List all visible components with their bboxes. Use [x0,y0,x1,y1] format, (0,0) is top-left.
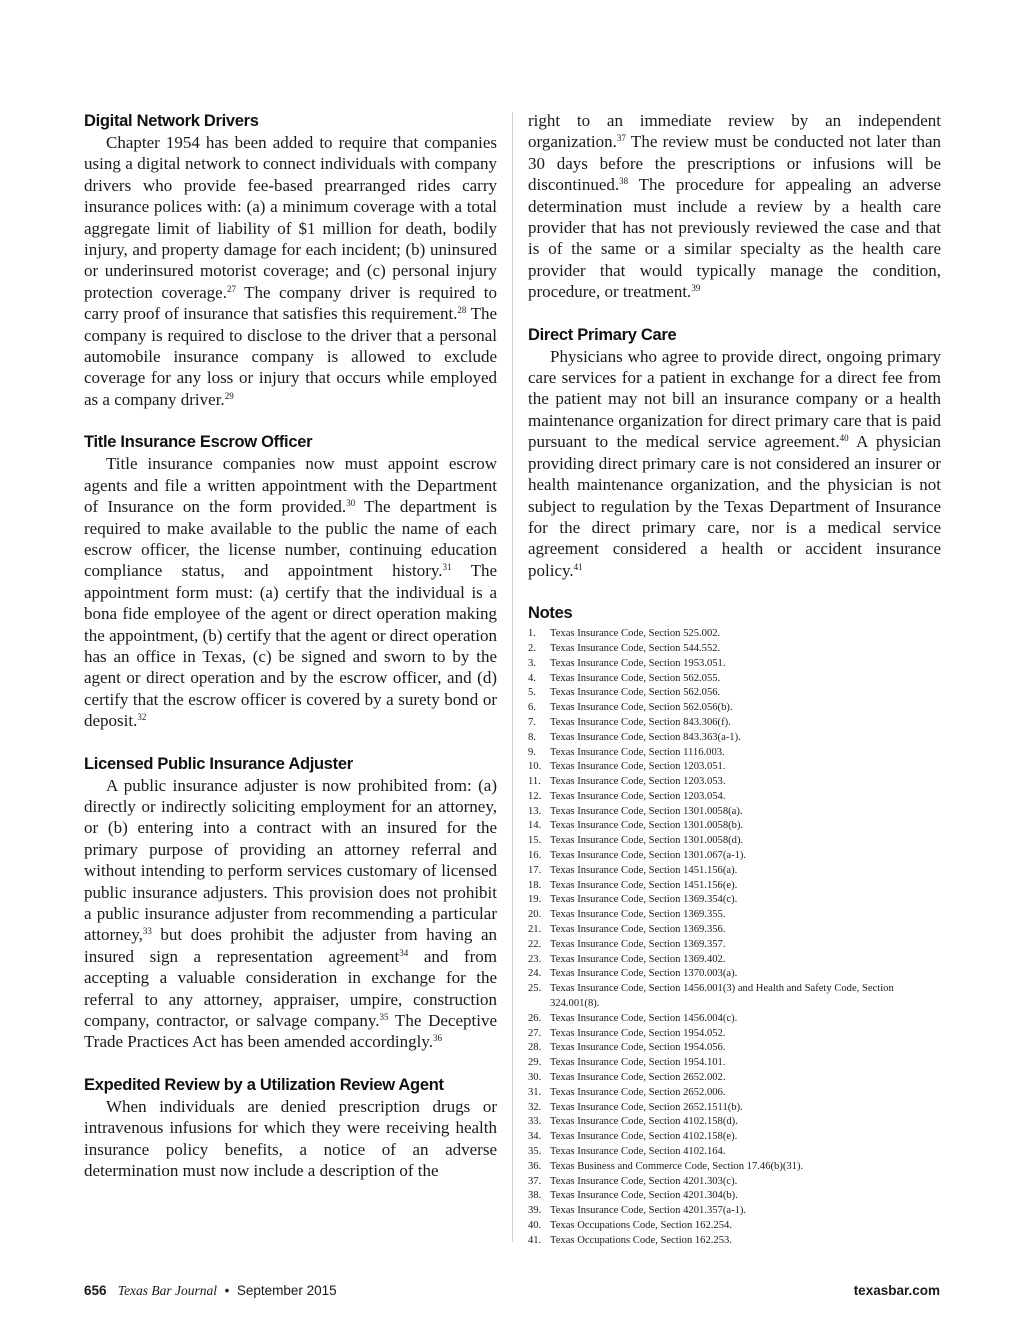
note-text: Texas Insurance Code, Section 4201.304(b). [550,1190,738,1202]
note-text: Texas Insurance Code, Section 562.055. [550,672,721,684]
page-footer [84,1283,940,1301]
section-heading: Digital Network Drivers [84,112,259,130]
footnote-ref[interactable]: 37 [616,133,626,144]
footnote-ref[interactable]: 32 [137,712,147,723]
note-number: 35. [528,1146,542,1158]
note-item [528,686,941,701]
footnote-ref[interactable]: 34 [399,947,409,958]
note-text: Texas Occupations Code, Section 162.254. [550,1220,732,1231]
body-text: but does prohibit the adjuster from having an insured sign a representation agreement [84,925,497,966]
notes-section [528,602,941,1248]
note-item [528,1086,941,1101]
note-text: Texas Insurance Code, Section 2652.002. [550,1072,726,1084]
footnote-ref[interactable]: 28 [457,305,467,316]
note-number: 8. [528,731,536,743]
note-text: Texas Insurance Code, Section 843.306(f). [550,716,731,728]
note-item [528,908,941,923]
body-text: The appointment form must: (a) certify that the individual is a bona fide employee of the agent or direct operation making the appointment, (b) certify that the agent or direct operation has an office in Texas, (c) be signed and sworn to by the agent or direct operation and by the escrow officer, and (d) certify that the escrow officer is covered by a surety bond or deposit. [84,561,497,731]
note-item [528,893,941,908]
section-body [84,453,497,731]
note-number: 2. [528,642,536,654]
body-text: The review must be conducted not later than 30 days before the prescriptions or infusions will be discontinued. [528,132,941,195]
note-text: Texas Insurance Code, Section 4102.158(d). [550,1116,738,1128]
left-column [84,110,497,1181]
body-text: The procedure for appealing an adverse determination must include a review by a health care provider that has not previously reviewed the case and that is of the same or a similar specialty as the health care provider that would typically manage the condition, procedure, or treatment. [528,175,941,302]
section-expedited-review [84,1074,497,1182]
note-number: 23. [528,953,542,965]
note-item [528,1101,941,1116]
right-column [528,110,941,1249]
note-text: Texas Insurance Code, Section 1301.0058(b). [550,820,744,832]
section-body [528,110,941,303]
body-text: A public insurance adjuster is now prohibited from: (a) directly or indirectly soliciting employment for an attorney, or (b) entering into a contract with an insured for the primary purpose of providing an attorney referral and without intending to perform services customary of licensed public insurance adjusters. This provision does not prohibit a public insurance adjuster from recommending a particular attorney, [84,775,497,945]
note-item [528,1012,941,1027]
section-heading: Licensed Public Insurance Adjuster [84,754,353,773]
note-text: Texas Insurance Code, Section 1301.0058(d). [550,835,744,847]
note-number: 1. [528,628,536,640]
note-number: 30. [528,1072,542,1084]
note-number: 11. [528,776,541,788]
note-item [528,879,941,894]
note-item [528,1130,941,1145]
note-item [528,982,941,1012]
note-item [528,1041,941,1056]
note-item [528,657,941,672]
body-text: Chapter 1954 has been added to require that companies using a digital network to connect individuals with company drivers who provide fee-based prearranged rides carry insurance polices with: (a) a minimum coverage with a total aggregate limit of liability of $1 million for death, bodily injury, and property damage for each incident; (b) uninsured or underinsured motorist coverage; and (c) personal injury protection coverage. [84,133,497,302]
note-number: 9. [528,746,536,758]
note-text: Texas Insurance Code, Section 1203.053. [550,776,726,788]
note-item [528,1027,941,1042]
note-item [528,731,941,746]
footnote-ref[interactable]: 38 [619,176,629,187]
note-item [528,746,941,761]
issue-date: September 2015 [236,1283,337,1298]
note-item [528,967,941,982]
note-text: Texas Occupations Code, Section 162.253. [550,1234,732,1246]
footnote-ref[interactable]: 40 [839,433,849,444]
body-text: Title insurance companies now must appoint escrow agents and file a written appointment with the Department of Insurance on the form provided. [84,454,497,517]
footnote-ref[interactable]: 29 [224,390,234,401]
body-text: and from accepting a valuable consideration in exchange for the referral to any attorney, appraiser, umpire, construction company, contractor, or salvage company. [84,946,498,1031]
body-text: A physician providing direct primary care is not considered an insurer or health maintenance organization, and the physician is not subject to regulation by the Texas Department of Insurance for the direct primary care, nor is a medical service agreement considered a health or accident insurance policy. [528,432,941,580]
note-number: 41. [528,1234,542,1246]
body-text: Physicians who agree to provide direct, ongoing primary care services for a patient in exchange for a direct fee from the patient may not bill an insurance company or a health maintenance organization for direct primary care that is paid pursuant to the medical service agreement. [528,346,941,452]
body-text: The Deceptive Trade Practices Act has been amended accordingly. [84,1011,498,1052]
body-text: The company is required to disclose to the driver that a personal automobile insurance company is allowed to exclude coverage for any loss or injury that occurs while employed as a company driver. [84,304,497,409]
page-number: 656 [84,1283,107,1298]
note-text: Texas Insurance Code, Section 1203.051. [550,761,726,773]
note-number: 13. [528,805,542,817]
note-number: 10. [528,761,542,773]
note-text: Texas Insurance Code, Section 1369.356. [550,924,726,936]
note-item [528,805,941,820]
notes-list [528,627,941,1248]
note-number: 40. [528,1220,542,1231]
note-number: 33. [528,1116,542,1128]
note-item [528,1219,941,1234]
note-number: 29. [528,1057,542,1069]
note-item [528,701,941,716]
note-item [528,834,941,849]
note-text: Texas Insurance Code, Section 1954.101. [550,1057,726,1069]
footnote-ref[interactable]: 36 [433,1033,443,1044]
note-number: 17. [528,864,542,876]
note-text: Texas Insurance Code, Section 1451.156(e). [550,879,738,891]
note-number: 16. [528,850,542,862]
note-number: 26. [528,1012,542,1024]
note-item [528,1115,941,1130]
note-item [528,1145,941,1160]
website-link[interactable]: texasbar.com [853,1283,940,1298]
note-item [528,790,941,805]
note-text: Texas Insurance Code, Section 4201.357(a-1). [550,1205,747,1217]
note-number: 24. [528,968,542,980]
footnote-ref[interactable]: 35 [379,1012,389,1023]
note-item [528,849,941,864]
note-number: 5. [528,687,536,699]
note-text: Texas Insurance Code, Section 843.363(a-1). [550,731,741,743]
note-text: Texas Insurance Code, Section 4102.158(e). [550,1131,738,1143]
note-number: 34. [528,1131,542,1143]
note-number: 6. [528,702,536,714]
note-number: 19. [528,894,542,906]
note-text: Texas Business and Commerce Code, Section 17.46(b)(31). [550,1160,804,1172]
note-text: Texas Insurance Code, Section 1301.067(a-1). [550,850,747,862]
note-text: Texas Insurance Code, Section 562.056. [550,687,721,699]
note-number: 39. [528,1205,542,1217]
note-number: 7. [528,716,536,728]
note-text: Texas Insurance Code, Section 1301.0058(a). [550,805,743,817]
note-text: Texas Insurance Code, Section 1369.357. [550,938,726,950]
section-direct-primary-care [528,324,941,581]
note-number: 15. [528,835,542,847]
section-body [84,775,497,1053]
note-number: 36. [528,1160,542,1172]
note-number: 27. [528,1027,542,1039]
note-text: Texas Insurance Code, Section 2652.006. [550,1086,726,1098]
note-text: Texas Insurance Code, Section 1369.355. [550,909,726,921]
section-body [84,132,497,410]
note-item [528,1056,941,1071]
note-item [528,1234,941,1249]
note-item [528,760,941,775]
note-text: Texas Insurance Code, Section 1954.056. [550,1042,726,1054]
note-number: 20. [528,909,542,921]
note-number: 37. [528,1175,542,1187]
footer-bullet: • [224,1283,230,1298]
footnote-ref[interactable]: 27 [226,283,236,294]
note-item [528,642,941,657]
section-heading: Expedited Review by a Utilization Review Agent [84,1075,444,1094]
note-number: 32. [528,1101,542,1113]
body-text: The company driver is required to carry proof of insurance that satisfies this requirement. [84,282,497,324]
footnote-ref[interactable]: 31 [442,562,452,573]
note-text: Texas Insurance Code, Section 4201.303(c). [550,1175,738,1187]
section-body [84,1096,497,1182]
note-number: 38. [528,1190,542,1202]
notes-heading: Notes [528,604,573,623]
note-text: Texas Insurance Code, Section 1456.004(c). [550,1012,738,1024]
footnote-ref[interactable]: 39 [691,283,701,294]
note-text: Texas Insurance Code, Section 1369.354(c). [550,894,738,906]
column-divider [512,112,513,1242]
note-item [528,1175,941,1190]
section-body [528,346,941,581]
section-licensed-public-insurance-adjuster [84,753,497,1053]
footnote-ref[interactable]: 30 [346,498,356,509]
note-text: Texas Insurance Code, Section 1954.052. [550,1027,726,1039]
note-number: 3. [528,657,536,669]
note-item [528,1160,941,1175]
note-text: Texas Insurance Code, Section 1116.003. [550,746,725,758]
note-text: Texas Insurance Code, Section 1451.156(a). [550,864,738,876]
note-text: Texas Insurance Code, Section 544.552. [550,642,721,654]
journal-name: Texas Bar Journal [117,1283,218,1298]
note-text: Texas Insurance Code, Section 1203.054. [550,790,726,802]
note-item [528,627,941,642]
section-heading: Title Insurance Escrow Officer [84,433,313,452]
note-number: 25. [528,983,542,995]
note-text: Texas Insurance Code, Section 1369.402. [550,953,726,965]
footnote-ref[interactable]: 41 [573,561,583,572]
note-item [528,864,941,879]
note-text: Texas Insurance Code, Section 2652.1511(b). [550,1101,743,1113]
body-text: The department is required to make available to the public the name of each escrow officer, the license number, continuing education compliance status, and appointment history. [84,497,497,581]
note-item [528,1189,941,1204]
body-text: When individuals are denied prescription drugs or intravenous infusions for which they were receiving health insurance policy benefits, a notice of an adverse determination must now include a description of the [84,1096,497,1181]
note-item [528,923,941,938]
note-number: 28. [528,1042,542,1054]
footnote-ref[interactable]: 33 [142,926,152,937]
section-title-insurance-escrow-officer [84,431,497,731]
body-text: right to an immediate review by an independent organization. [528,111,941,152]
note-number: 22. [528,938,542,950]
note-text: Texas Insurance Code, Section 1456.001(3) and Health and Safety Code, Section 324.001(8). [550,983,894,1010]
section-digital-network-drivers [84,110,497,410]
note-item [528,938,941,953]
section-expedited-review-continued [528,110,941,303]
note-number: 14. [528,820,542,832]
note-number: 12. [528,790,542,802]
note-item [528,1071,941,1086]
note-number: 21. [528,924,542,936]
note-text: Texas Insurance Code, Section 1953.051. [550,657,726,669]
note-number: 18. [528,879,542,891]
note-text: Texas Insurance Code, Section 4102.164. [550,1146,726,1158]
note-item [528,716,941,731]
note-item [528,953,941,968]
note-item [528,1204,941,1219]
note-item [528,819,941,834]
note-text: Texas Insurance Code, Section 562.056(b). [550,702,733,714]
note-text: Texas Insurance Code, Section 525.002. [550,628,721,640]
note-item [528,775,941,790]
note-text: Texas Insurance Code, Section 1370.003(a). [550,968,738,980]
note-number: 31. [528,1086,542,1098]
note-item [528,672,941,687]
note-number: 4. [528,672,536,684]
section-heading: Direct Primary Care [528,325,677,344]
